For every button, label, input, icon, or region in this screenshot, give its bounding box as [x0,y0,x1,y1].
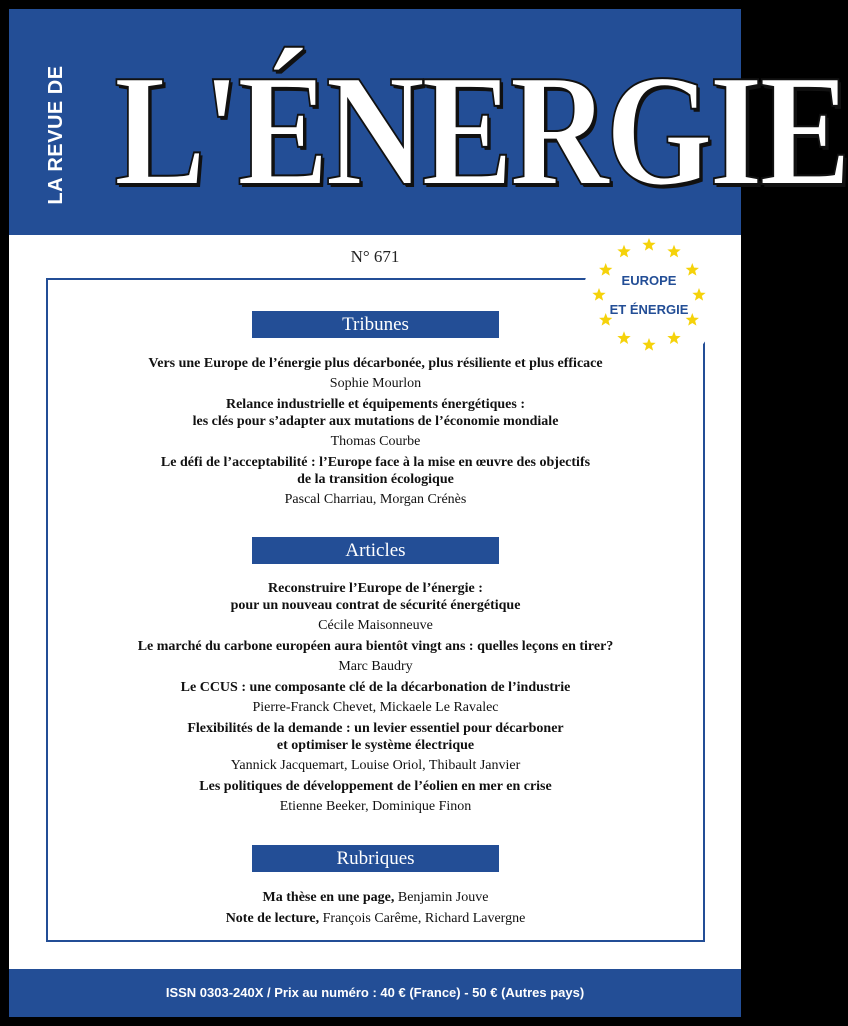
section-header-rubriques: Rubriques [252,845,499,872]
tribune-entry [46,396,705,450]
entry-authors: Yannick Jacquemart, Louise Oriol, Thibault Janvier [230,758,521,773]
article-entry [46,720,705,774]
entry-authors: Cécile Maisonneuve [318,618,433,633]
entry-authors: Sophie Mourlon [329,376,422,391]
entry-title-line-2: les clés pour s’adapter aux mutations de l’économie mondiale [192,414,559,429]
rubrique-entry [46,887,705,908]
rubrique-title: Note de lecture, [225,911,320,926]
entry-title: Vers une Europe de l’énergie plus décarbonée, plus résiliente et plus efficace [148,356,603,371]
tribune-entry [46,454,705,508]
entry-title-line-2: de la transition écologique [297,472,454,487]
badge-line-1: EUROPE [621,273,677,288]
tribunes-list [46,355,705,512]
cover-page [9,9,848,1017]
footer-bar: ISSN 0303-240X / Prix au numéro : 40 € (France) - 50 € (Autres pays) [9,969,741,1017]
entry-title: Les politiques de développement de l’éolien en mer en crise [199,779,552,794]
entry-title-line-2: pour un nouveau contrat de sécurité énergétique [230,598,521,613]
article-entry [46,679,705,716]
articles-list [46,580,705,819]
masthead-title: L'ÉNERGIE [114,41,848,219]
rubrique-authors: Benjamin Jouve [397,890,489,905]
issue-number: N° 671 [350,247,400,266]
entry-authors: Pierre-Franck Chevet, Mickaele Le Ravalec [252,700,499,715]
entry-authors: Pascal Charriau, Morgan Crénès [284,492,467,507]
rubrique-title: Ma thèse en une page, [262,890,395,905]
star-icon [642,338,655,351]
entry-authors: Marc Baudry [338,659,413,674]
entry-title: Reconstruire l’Europe de l’énergie : [268,581,483,596]
star-icon [667,245,680,258]
star-icon [692,288,705,301]
section-header-tribunes: Tribunes [252,311,499,338]
article-entry [46,580,705,634]
section-header-articles: Articles [252,537,499,564]
star-icon [617,245,630,258]
rubriques-list [46,887,705,929]
masthead-side-label: LA REVUE DE [45,65,67,205]
article-entry [46,778,705,815]
star-icon [617,331,630,344]
entry-title: Le CCUS : une composante clé de la décarbonation de l’industrie [180,680,571,695]
rubrique-authors: François Carême, Richard Lavergne [322,911,526,926]
badge-line-2: ET ÉNERGIE [609,302,689,317]
entry-authors: Thomas Courbe [330,434,421,449]
article-entry [46,638,705,675]
entry-authors: Etienne Beeker, Dominique Finon [279,799,472,814]
star-icon [642,238,655,251]
star-icon [667,331,680,344]
entry-title: Le défi de l’acceptabilité : l’Europe face à la mise en œuvre des objectifs [160,455,591,470]
europe-energie-badge [581,235,717,371]
entry-title: Relance industrielle et équipements énergétiques : [225,397,525,412]
entry-title-line-2: et optimiser le système électrique [276,738,475,753]
star-icon [592,288,605,301]
tribune-entry [46,355,705,392]
entry-title: Le marché du carbone européen aura bientôt vingt ans : quelles leçons en tirer? [137,639,614,654]
rubrique-entry [46,908,705,929]
masthead [9,9,848,235]
entry-title: Flexibilités de la demande : un levier essentiel pour décarboner [187,721,564,736]
